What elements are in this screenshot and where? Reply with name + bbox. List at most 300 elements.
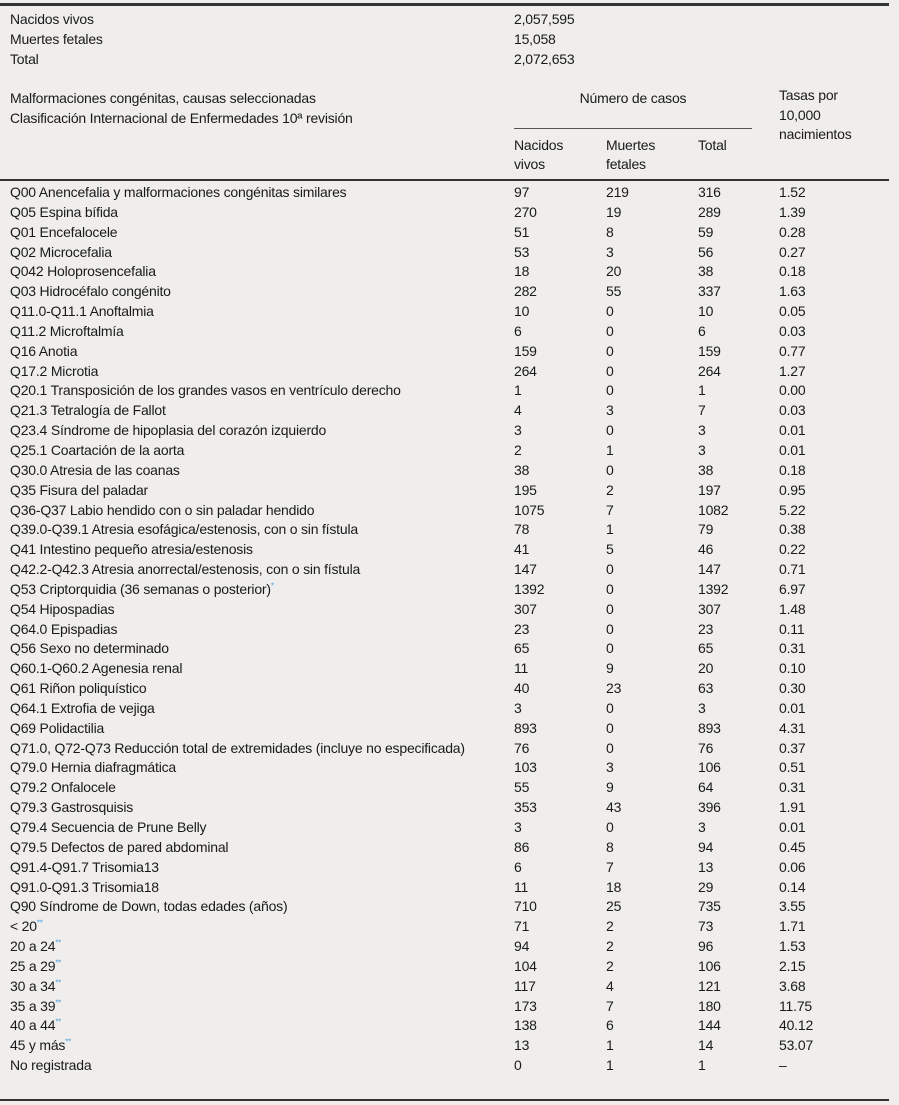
summary-value-nacidos: 2,057,595: [514, 11, 575, 27]
total: [698, 957, 779, 977]
total-text: 29: [698, 878, 714, 895]
row-label: [10, 1036, 514, 1056]
muertes-fetales: [606, 878, 698, 898]
total-text: 3: [698, 819, 706, 835]
total-text: 1392: [698, 580, 729, 597]
muertes-fetales-text: 7: [606, 501, 614, 518]
row-label: [10, 401, 514, 421]
table-row: [0, 659, 889, 679]
total-text: 6: [698, 322, 706, 339]
nacidos-vivos-text: 0: [514, 1057, 522, 1074]
row-label: [10, 243, 514, 263]
nacidos-vivos: [514, 183, 606, 203]
muertes-fetales: [606, 560, 698, 580]
tasa-text: 0.71: [779, 561, 806, 578]
tasa-text: 1.39: [779, 203, 806, 220]
total: [698, 223, 779, 243]
row-label: [10, 818, 514, 838]
total: [698, 441, 779, 461]
tasa-text: 1.63: [779, 283, 806, 300]
row-label: [10, 699, 514, 719]
nacidos-vivos-text: 13: [514, 1037, 530, 1054]
nacidos-vivos: [514, 223, 606, 243]
total-text: 79: [698, 521, 714, 538]
muertes-fetales-text: 0: [606, 461, 614, 478]
row-label: [10, 481, 514, 501]
total: [698, 501, 779, 521]
total: [698, 540, 779, 560]
row-label: [10, 580, 514, 600]
table-row: [0, 977, 889, 997]
row-label-text: Q11.0-Q11.1 Anoftalmia: [10, 303, 154, 320]
total: [698, 1036, 779, 1056]
tasa-text: 0.03: [779, 322, 806, 339]
row-label-text: Q91.4-Q91.7 Trisomia13: [10, 858, 159, 875]
muertes-fetales-text: 3: [606, 402, 614, 419]
total: [698, 461, 779, 481]
nacidos-vivos-text: 55: [514, 779, 530, 796]
total-text: 106: [698, 759, 721, 776]
row-label-text: Q11.2 Microftalmía: [10, 322, 124, 339]
tasa: [779, 262, 879, 282]
row-label-text: 40 a 44: [10, 1017, 56, 1034]
summary-value-total: 2,072,653: [514, 51, 575, 67]
row-label-text: Q60.1-Q60.2 Agenesia renal: [10, 660, 183, 677]
tasa-text: 2.15: [779, 957, 806, 974]
nacidos-vivos: [514, 1056, 606, 1076]
tasa-text: 0.51: [779, 759, 806, 776]
total: [698, 659, 779, 679]
nacidos-vivos-text: 3: [514, 819, 522, 835]
nacidos-vivos-text: 159: [514, 342, 537, 359]
total: [698, 699, 779, 719]
nacidos-vivos: [514, 401, 606, 421]
row-label: [10, 858, 514, 878]
row-label-text: Q03 Hidrocéfalo congénito: [10, 283, 171, 300]
muertes-fetales-text: 55: [606, 283, 622, 300]
summary-label-muertes: Muertes fetales: [10, 31, 103, 47]
muertes-fetales: [606, 1016, 698, 1036]
total-text: 121: [698, 977, 721, 994]
table-row: [0, 441, 889, 461]
tasa: [779, 897, 879, 917]
muertes-fetales: [606, 580, 698, 600]
muertes-fetales-text: 0: [606, 303, 614, 320]
nacidos-vivos: [514, 659, 606, 679]
muertes-fetales: [606, 183, 698, 203]
total-text: 1: [698, 1057, 706, 1074]
nacidos-vivos-text: 38: [514, 461, 530, 478]
total: [698, 322, 779, 342]
total: [698, 520, 779, 540]
tasa-text: 0.31: [779, 779, 806, 796]
tasa-text: 0.18: [779, 263, 806, 280]
table-row: [0, 203, 889, 223]
tasa: [779, 699, 879, 719]
tasa: [779, 838, 879, 858]
row-label: [10, 1056, 514, 1076]
total: [698, 679, 779, 699]
table-row: [0, 501, 889, 521]
table-row: [0, 183, 889, 203]
nacidos-vivos: [514, 639, 606, 659]
tasa-text: 1.27: [779, 362, 806, 379]
tasa-text: 6.97: [779, 580, 806, 597]
row-label: [10, 223, 514, 243]
total: [698, 282, 779, 302]
tasa: [779, 997, 879, 1017]
table-row: [0, 798, 889, 818]
nacidos-vivos-text: 710: [514, 898, 537, 915]
muertes-fetales-text: 0: [606, 739, 614, 756]
nacidos-vivos-text: 103: [514, 759, 537, 776]
muertes-fetales-text: 7: [606, 858, 614, 875]
nacidos-vivos-text: 40: [514, 680, 530, 697]
nacidos-vivos: [514, 520, 606, 540]
row-label: [10, 977, 514, 997]
tasa: [779, 461, 879, 481]
nacidos-vivos-text: 3: [514, 699, 522, 716]
nacidos-vivos: [514, 699, 606, 719]
total-text: 3: [698, 699, 706, 716]
row-label-text: Q30.0 Atresia de las coanas: [10, 461, 180, 478]
total: [698, 838, 779, 858]
tasa-text: 4.31: [779, 719, 806, 736]
tasa: [779, 1056, 879, 1076]
nacidos-vivos: [514, 362, 606, 382]
nacidos-vivos-text: 3: [514, 422, 522, 439]
total-text: 96: [698, 938, 714, 955]
row-label: [10, 362, 514, 382]
tasa: [779, 322, 879, 342]
tasa-text: 0.00: [779, 382, 806, 399]
summary-value-muertes: 15,058: [514, 31, 556, 47]
total-text: 23: [698, 620, 714, 637]
total: [698, 1056, 779, 1076]
total-text: 893: [698, 719, 721, 736]
tasa-text: 0.27: [779, 243, 806, 260]
row-label-text: Q42.2-Q42.3 Atresia anorrectal/estenosis, con o sin fístula: [10, 561, 361, 578]
row-label-text: Q61 Riñon poliquístico: [10, 680, 147, 697]
total-text: 76: [698, 739, 714, 756]
muertes-fetales: [606, 203, 698, 223]
row-label: [10, 520, 514, 540]
table-row: [0, 739, 889, 759]
muertes-fetales-text: 0: [606, 422, 614, 439]
table-body: [0, 183, 889, 1076]
muertes-fetales: [606, 917, 698, 937]
table-row: [0, 778, 889, 798]
table-row: [0, 699, 889, 719]
nacidos-vivos-text: 264: [514, 362, 537, 379]
tasa: [779, 501, 879, 521]
row-label-text: Q69 Polidactilia: [10, 719, 105, 736]
tasa-text: 1.71: [779, 918, 806, 935]
table-row: [0, 897, 889, 917]
table-row: [0, 481, 889, 501]
nacidos-vivos: [514, 501, 606, 521]
table-row: [0, 1016, 889, 1036]
table-row: [0, 758, 889, 778]
total-text: 56: [698, 243, 714, 260]
nacidos-vivos: [514, 878, 606, 898]
tasa: [779, 659, 879, 679]
row-label: [10, 917, 514, 937]
total-text: 1: [698, 382, 706, 399]
total: [698, 917, 779, 937]
muertes-fetales-text: 0: [606, 561, 614, 578]
muertes-fetales-text: 219: [606, 184, 629, 200]
row-label-text: Q17.2 Microtia: [10, 362, 99, 379]
tasa: [779, 421, 879, 441]
nacidos-vivos: [514, 858, 606, 878]
total: [698, 858, 779, 878]
nacidos-vivos: [514, 818, 606, 838]
total-text: 7: [698, 402, 706, 419]
nacidos-vivos: [514, 342, 606, 362]
nacidos-vivos: [514, 977, 606, 997]
total: [698, 560, 779, 580]
nacidos-vivos-text: 282: [514, 283, 537, 300]
muertes-fetales: [606, 739, 698, 759]
muertes-fetales-text: 5: [606, 541, 614, 558]
total-text: 13: [698, 858, 714, 875]
nacidos-vivos-text: 65: [514, 640, 530, 657]
footnote-marker: **: [55, 938, 62, 948]
nacidos-vivos: [514, 917, 606, 937]
muertes-fetales-text: 0: [606, 580, 614, 597]
total-text: 180: [698, 997, 721, 1014]
nacidos-vivos-text: 353: [514, 799, 537, 816]
row-label: [10, 758, 514, 778]
tasa-text: 0.38: [779, 521, 806, 538]
nacidos-vivos-text: 195: [514, 481, 537, 498]
table-row: [0, 342, 889, 362]
muertes-fetales-text: 2: [606, 918, 614, 935]
tasa-text: 0.03: [779, 402, 806, 419]
muertes-fetales: [606, 441, 698, 461]
tasa: [779, 937, 879, 957]
muertes-fetales-text: 0: [606, 600, 614, 617]
muertes-fetales: [606, 262, 698, 282]
tasa-text: 0.11: [779, 620, 805, 637]
col-header-total: Total: [698, 137, 727, 153]
total: [698, 481, 779, 501]
nacidos-vivos-text: 86: [514, 838, 530, 855]
muertes-fetales: [606, 282, 698, 302]
muertes-fetales-text: 3: [606, 759, 614, 776]
muertes-fetales: [606, 322, 698, 342]
tasa-text: 40.12: [779, 1017, 814, 1034]
total-text: 735: [698, 898, 721, 915]
muertes-fetales-text: 0: [606, 640, 614, 657]
muertes-fetales: [606, 302, 698, 322]
tasa-text: 53.07: [779, 1037, 814, 1054]
total-text: 73: [698, 918, 714, 935]
nacidos-vivos: [514, 778, 606, 798]
muertes-fetales-text: 9: [606, 779, 614, 796]
muertes-fetales-text: 19: [606, 203, 622, 220]
tasa-text: 0.28: [779, 223, 806, 240]
table-row: [0, 600, 889, 620]
nacidos-vivos: [514, 758, 606, 778]
row-label-text: Q20.1 Transposición de los grandes vasos en ventrículo derecho: [10, 382, 401, 399]
total: [698, 739, 779, 759]
tasa: [779, 719, 879, 739]
nacidos-vivos-text: 1: [514, 382, 522, 399]
nacidos-vivos-text: 41: [514, 541, 530, 558]
muertes-fetales-text: 8: [606, 838, 614, 855]
muertes-fetales: [606, 540, 698, 560]
nacidos-vivos-text: 138: [514, 1017, 537, 1034]
row-label-text: No registrada: [10, 1057, 92, 1074]
tasa: [779, 798, 879, 818]
row-label: [10, 600, 514, 620]
total: [698, 997, 779, 1017]
col-header-rate-3: nacimientos: [779, 126, 852, 142]
header-rule: [0, 179, 889, 181]
row-label: [10, 620, 514, 640]
row-label-text: Q02 Microcefalia: [10, 243, 112, 260]
table-row: [0, 401, 889, 421]
row-label: [10, 560, 514, 580]
row-label: [10, 282, 514, 302]
nacidos-vivos: [514, 997, 606, 1017]
tasa: [779, 362, 879, 382]
nacidos-vivos: [514, 481, 606, 501]
total-text: 65: [698, 640, 714, 657]
row-label-text: Q79.4 Secuencia de Prune Belly: [10, 819, 207, 835]
row-label: [10, 262, 514, 282]
summary-label-nacidos: Nacidos vivos: [10, 11, 94, 27]
tasa: [779, 183, 879, 203]
muertes-fetales-text: 9: [606, 660, 614, 677]
row-label-text: Q16 Anotia: [10, 342, 78, 359]
total: [698, 362, 779, 382]
muertes-fetales: [606, 401, 698, 421]
table-title-line2: Clasificación Internacional de Enfermedades 10ª revisión: [10, 110, 353, 126]
nacidos-vivos: [514, 798, 606, 818]
total-text: 64: [698, 779, 714, 796]
bottom-rule: [0, 1099, 889, 1101]
col-header-nacidos-1: Nacidos: [514, 137, 564, 153]
muertes-fetales-text: 0: [606, 362, 614, 379]
nacidos-vivos-text: 2: [514, 441, 522, 458]
total: [698, 600, 779, 620]
nacidos-vivos: [514, 540, 606, 560]
row-label-text: Q23.4 Síndrome de hipoplasia del corazón izquierdo: [10, 422, 327, 439]
total: [698, 421, 779, 441]
nacidos-vivos-text: 4: [514, 402, 522, 419]
tasa-text: 3.68: [779, 977, 806, 994]
nacidos-vivos: [514, 600, 606, 620]
footnote-marker: **: [65, 1037, 72, 1047]
tasa: [779, 977, 879, 997]
muertes-fetales-text: 7: [606, 997, 614, 1014]
table-row: [0, 719, 889, 739]
total-text: 264: [698, 362, 721, 379]
table-row: [0, 917, 889, 937]
row-label-text: Q79.5 Defectos de pared abdominal: [10, 838, 229, 855]
nacidos-vivos-text: 53: [514, 243, 530, 260]
tasa-text: 1.52: [779, 184, 806, 200]
footnote-marker: **: [55, 997, 62, 1007]
tasa-text: 5.22: [779, 501, 806, 518]
nacidos-vivos-text: 71: [514, 918, 530, 935]
total: [698, 878, 779, 898]
nacidos-vivos: [514, 421, 606, 441]
table-row: [0, 381, 889, 401]
muertes-fetales-text: 20: [606, 263, 622, 280]
tasa: [779, 1036, 879, 1056]
table-row: [0, 679, 889, 699]
tasa-text: –: [779, 1057, 787, 1074]
total: [698, 183, 779, 203]
total: [698, 620, 779, 640]
row-label: [10, 322, 514, 342]
muertes-fetales-text: 0: [606, 342, 614, 359]
summary-label-total: Total: [10, 51, 39, 67]
muertes-fetales-text: 0: [606, 719, 614, 736]
total-text: 316: [698, 184, 721, 200]
tasa-text: 0.30: [779, 680, 806, 697]
muertes-fetales: [606, 461, 698, 481]
muertes-fetales: [606, 838, 698, 858]
nacidos-vivos-text: 117: [514, 977, 536, 994]
tasa: [779, 401, 879, 421]
table-row: [0, 421, 889, 441]
footnote-marker: **: [55, 978, 62, 988]
total-text: 197: [698, 481, 721, 498]
muertes-fetales-text: 43: [606, 799, 622, 816]
muertes-fetales: [606, 1056, 698, 1076]
total-text: 307: [698, 600, 721, 617]
nacidos-vivos-text: 76: [514, 739, 530, 756]
tasa: [779, 481, 879, 501]
nacidos-vivos: [514, 679, 606, 699]
nacidos-vivos-text: 11: [514, 660, 529, 677]
tasa-text: 0.37: [779, 739, 806, 756]
total: [698, 818, 779, 838]
muertes-fetales-text: 0: [606, 322, 614, 339]
tasa-text: 3.55: [779, 898, 806, 915]
muertes-fetales: [606, 620, 698, 640]
row-label-text: 30 a 34: [10, 977, 56, 994]
muertes-fetales: [606, 481, 698, 501]
row-label: [10, 719, 514, 739]
row-label: [10, 381, 514, 401]
muertes-fetales: [606, 719, 698, 739]
nacidos-vivos-text: 147: [514, 561, 537, 578]
total-text: 38: [698, 461, 714, 478]
muertes-fetales-text: 0: [606, 620, 614, 637]
tasa: [779, 639, 879, 659]
total-text: 14: [698, 1037, 714, 1054]
muertes-fetales-text: 25: [606, 898, 622, 915]
total-text: 159: [698, 342, 721, 359]
nacidos-vivos-text: 1392: [514, 580, 545, 597]
col-header-nacidos-2: vivos: [514, 156, 545, 172]
row-label: [10, 421, 514, 441]
muertes-fetales: [606, 520, 698, 540]
row-label-text: 20 a 24: [10, 938, 56, 955]
nacidos-vivos: [514, 461, 606, 481]
nacidos-vivos: [514, 580, 606, 600]
table-row: [0, 957, 889, 977]
total-text: 20: [698, 660, 714, 677]
row-label: [10, 957, 514, 977]
row-label-text: Q39.0-Q39.1 Atresia esofágica/estenosis, con o sin fístula: [10, 521, 358, 538]
